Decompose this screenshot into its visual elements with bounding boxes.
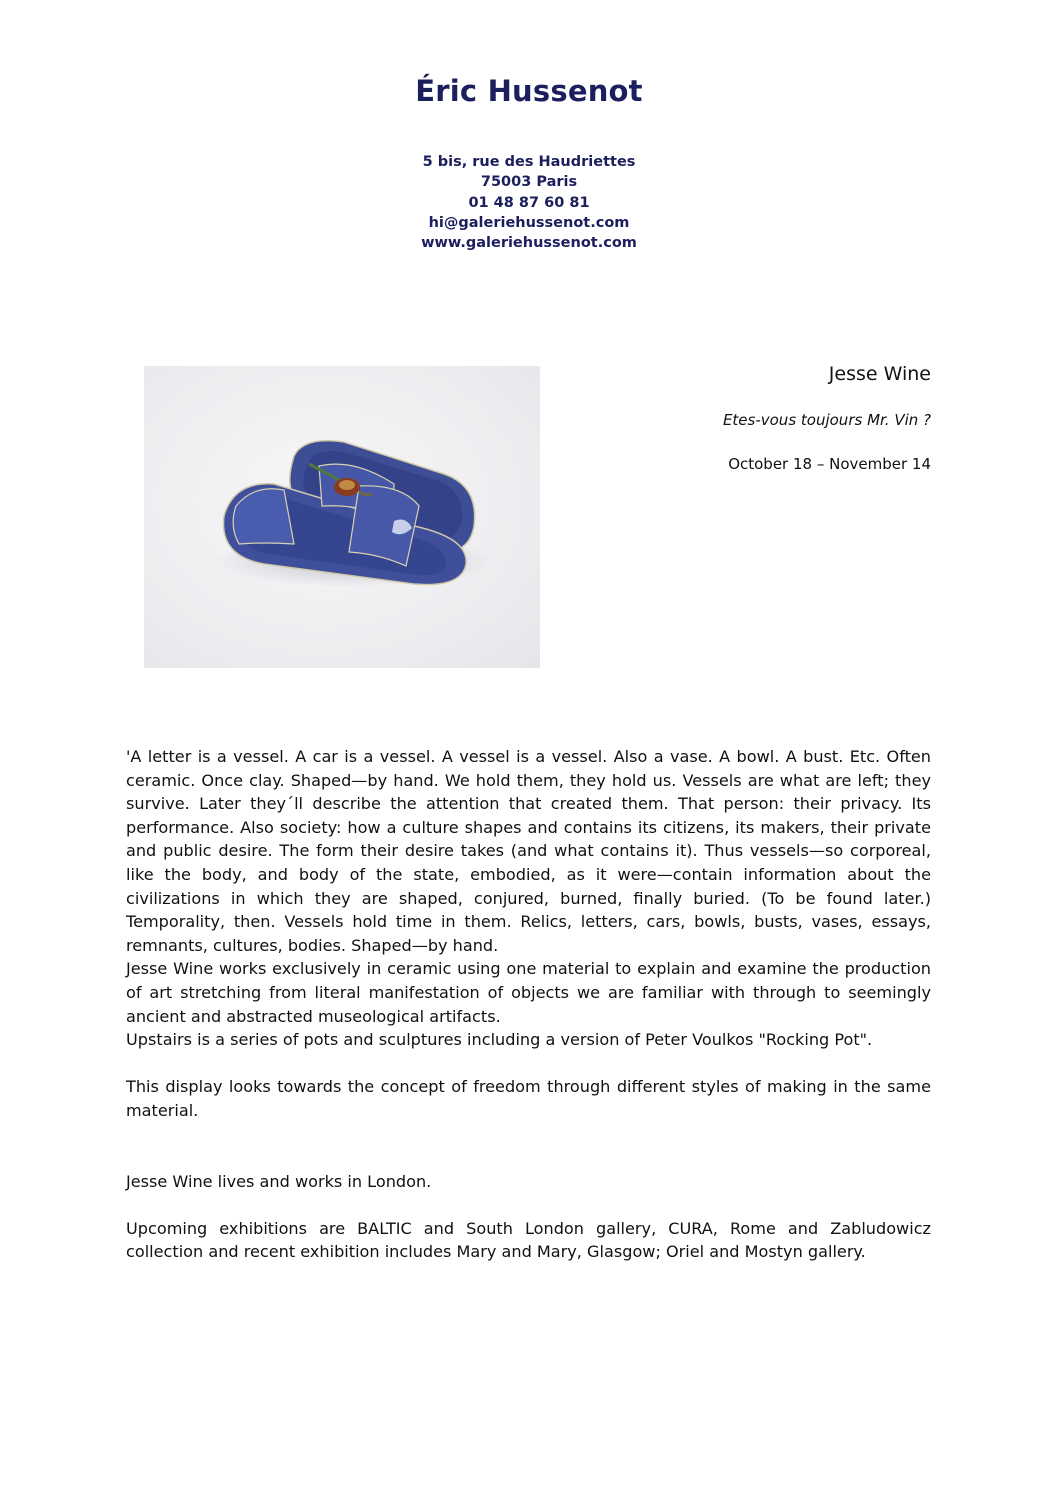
- paragraph-display: This display looks towards the concept of freedom through different styles of making in the same material.: [126, 1077, 931, 1120]
- gallery-name: Éric Hussenot: [415, 74, 643, 108]
- address-street: 5 bis, rue des Haudriettes: [422, 154, 636, 170]
- paragraph-bio: Jesse Wine lives and works in London.: [126, 1171, 432, 1191]
- paragraph-quote: 'A letter is a vessel. A car is a vessel. A vessel is a vessel. Also a vase. A bowl. A bust. Etc. Often ceramic. Once clay. Shaped—by hand. We hold them, they hold us. Vessels are what are left; they survive. Later they´ll describe the attention that created them. That person: their privacy. Its performance. Also society: how a culture shapes and contains its citizens, its makers, their private and public desire. The form their desire takes (and what contains it). Thus vessels—so corporeal, like the body, and body of the state, embodied, as it were—contain information about the civilizations in which they are shaped, conjured, burned, finally buried. (To be found later.) Temporality, then. Vessels hold time in them. Relics, letters, cars, bowls, busts, vases, essays, remnants, cultures, bodies. Shaped—by hand.: [126, 747, 931, 955]
- address-phone[interactable]: 01 48 87 60 81: [468, 194, 590, 211]
- address-city: 75003 Paris: [480, 174, 578, 191]
- ceramic-slippers-image: [144, 366, 540, 668]
- paragraph-upstairs: Upstairs is a series of pots and sculptures including a version of Peter Voulkos "Rocking Pot".: [126, 1030, 873, 1050]
- exhibition-info: [531, 362, 931, 473]
- exhibition-dates: October 18 – November 14: [728, 455, 931, 473]
- artist-name: Jesse Wine: [828, 363, 931, 385]
- artwork-photo: [144, 366, 540, 668]
- press-release-text: [126, 745, 931, 1264]
- gallery-address: [0, 152, 1058, 253]
- address-website[interactable]: www.galeriehussenot.com: [421, 235, 637, 252]
- address-email[interactable]: hi@galeriehussenot.com: [428, 214, 630, 231]
- exhibition-title: Etes-vous toujours Mr. Vin ?: [722, 411, 931, 429]
- paragraph-practice: Jesse Wine works exclusively in ceramic using one material to explain and examine the production of art stretching from literal manifestation of objects we are familiar with through to seemingly ancient and abstracted museological artifacts.: [126, 959, 931, 1026]
- paragraph-exhibitions: Upcoming exhibitions are BALTIC and South London gallery, CURA, Rome and Zabludowicz collection and recent exhibition includes Mary and Mary, Glasgow; Oriel and Mostyn gallery.: [126, 1218, 931, 1262]
